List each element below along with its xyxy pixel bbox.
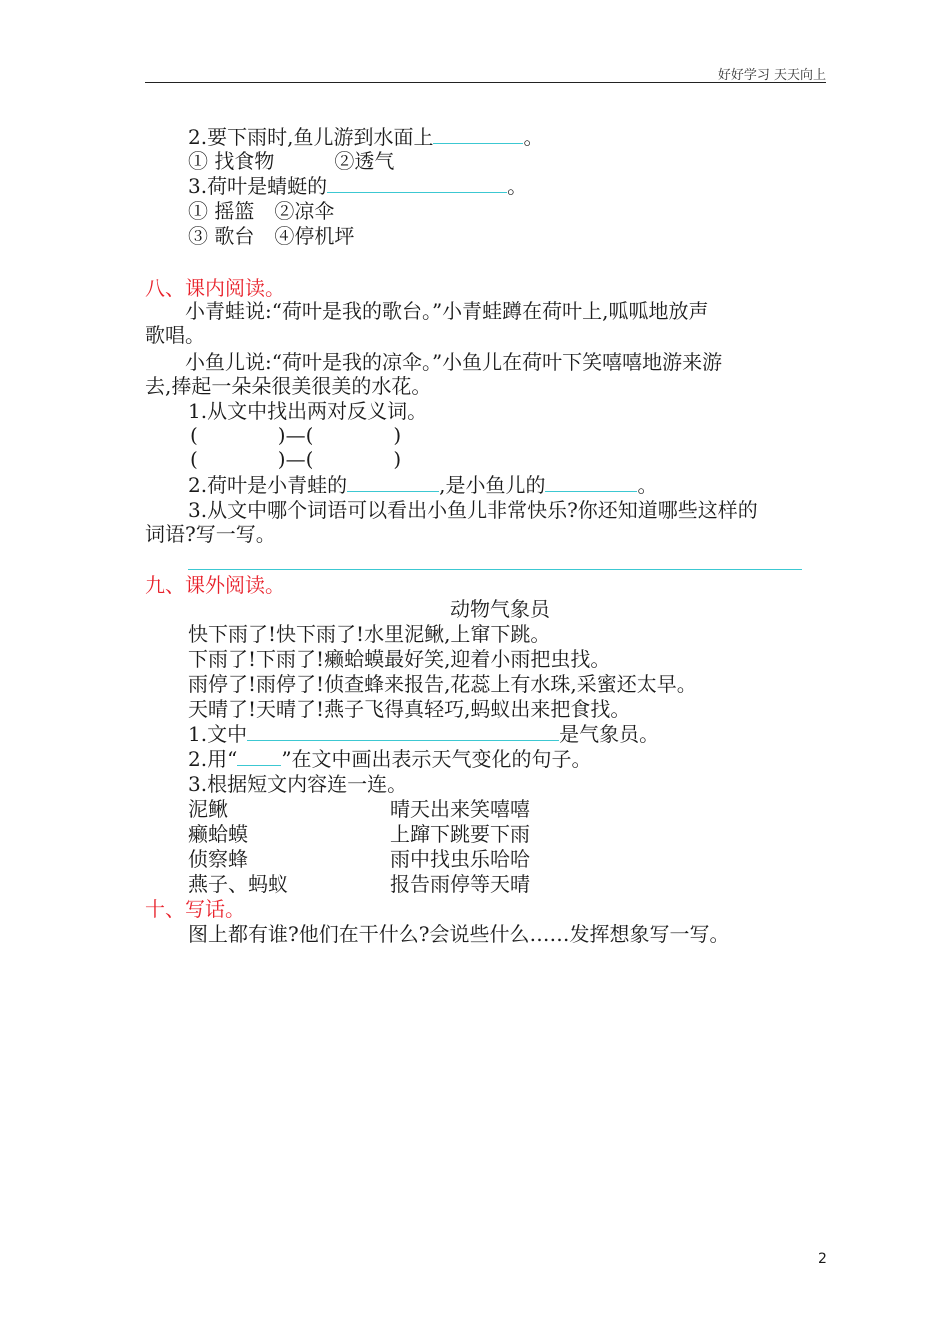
q7-item3-options-1: ① 摇篮 ②凉伞 (188, 199, 335, 223)
s8-q2-text-a: 2.荷叶是小青蛙的 (188, 473, 348, 497)
poem-title: 动物气象员 (450, 597, 550, 621)
s8-question-1: 1.从文中找出两对反义词。 (188, 399, 428, 423)
antonym-pair-1[interactable]: ( )—( ) (190, 423, 402, 447)
answer-blank[interactable] (545, 473, 637, 492)
match-left-4[interactable]: 燕子、蚂蚁 (188, 872, 288, 896)
q7-item2 (188, 125, 543, 149)
q7-item3-end: 。 (507, 174, 528, 198)
answer-blank[interactable] (433, 125, 523, 144)
q7-item2-text: 2.要下雨时,鱼儿游到水面上 (188, 125, 434, 149)
answer-line[interactable] (188, 569, 802, 570)
q7-item3-text: 3.荷叶是蜻蜓的 (188, 174, 328, 198)
section-9-title: 九、课外阅读。 (145, 573, 285, 597)
match-right-1[interactable]: 晴天出来笑嘻嘻 (390, 797, 530, 821)
section-10-title: 十、写话。 (145, 897, 245, 921)
s8-paragraph-2-line-2: 去,捧起一朵朵很美很美的水花。 (145, 374, 432, 398)
s8-paragraph-1-line-2: 歌唱。 (145, 323, 205, 347)
q7-item2-end: 。 (523, 125, 544, 149)
s8-question-3-line-1: 3.从文中哪个词语可以看出小鱼儿非常快乐?你还知道哪些这样的 (188, 498, 758, 522)
poem-line-3: 雨停了!雨停了!侦查蜂来报告,花蕊上有水珠,采蜜还太早。 (188, 672, 697, 696)
answer-blank[interactable] (327, 174, 507, 193)
match-right-2[interactable]: 上蹿下跳要下雨 (390, 822, 530, 846)
s9-question-1 (188, 722, 659, 746)
s8-question-2 (188, 473, 657, 497)
page-number: 2 (818, 1251, 827, 1267)
answer-blank[interactable] (247, 722, 559, 741)
q7-item3-options-2: ③ 歌台 ④停机坪 (188, 224, 355, 248)
writing-prompt: 图上都有谁?他们在干什么?会说些什么……发挥想象写一写。 (188, 922, 730, 946)
s9-q1-text-a: 1.文中 (188, 722, 248, 746)
s8-q2-end: 。 (637, 473, 658, 497)
s9-q1-text-b: 是气象员。 (559, 722, 660, 746)
header-slogan: 好好学习 天天向上 (717, 68, 826, 83)
match-left-1[interactable]: 泥鳅 (188, 797, 228, 821)
q7-item2-options: ① 找食物 ②透气 (188, 149, 395, 173)
answer-blank[interactable] (347, 473, 439, 492)
poem-line-2: 下雨了!下雨了!癞蛤蟆最好笑,迎着小雨把虫找。 (188, 647, 611, 671)
match-left-3[interactable]: 侦察蜂 (188, 847, 248, 871)
antonym-pair-2[interactable]: ( )—( ) (190, 447, 402, 471)
header-divider (145, 82, 826, 83)
match-right-4[interactable]: 报告雨停等天晴 (390, 872, 530, 896)
match-left-2[interactable]: 癞蛤蟆 (188, 822, 248, 846)
poem-line-4: 天晴了!天晴了!燕子飞得真轻巧,蚂蚁出来把食找。 (188, 697, 631, 721)
poem-line-1: 快下雨了!快下雨了!水里泥鳅,上窜下跳。 (188, 622, 551, 646)
s8-question-3-line-2: 词语?写一写。 (145, 522, 276, 546)
section-8-title: 八、课内阅读。 (145, 276, 285, 300)
match-right-3[interactable]: 雨中找虫乐哈哈 (390, 847, 530, 871)
underline-sample (237, 747, 281, 766)
s8-paragraph-1-line-1: 小青蛙说:“荷叶是我的歌台。”小青蛙蹲在荷叶上,呱呱地放声 (145, 299, 709, 323)
q7-item3 (188, 174, 527, 198)
s8-paragraph-2-line-1: 小鱼儿说:“荷叶是我的凉伞。”小鱼儿在荷叶下笑嘻嘻地游来游 (145, 350, 723, 374)
s9-q2-text-a: 2.用“ (188, 747, 238, 771)
s9-question-2 (188, 747, 592, 771)
s9-question-3: 3.根据短文内容连一连。 (188, 772, 408, 796)
s8-q2-text-b: ,是小鱼儿的 (439, 473, 546, 497)
s9-q2-text-b: ”在文中画出表示天气变化的句子。 (281, 747, 592, 771)
